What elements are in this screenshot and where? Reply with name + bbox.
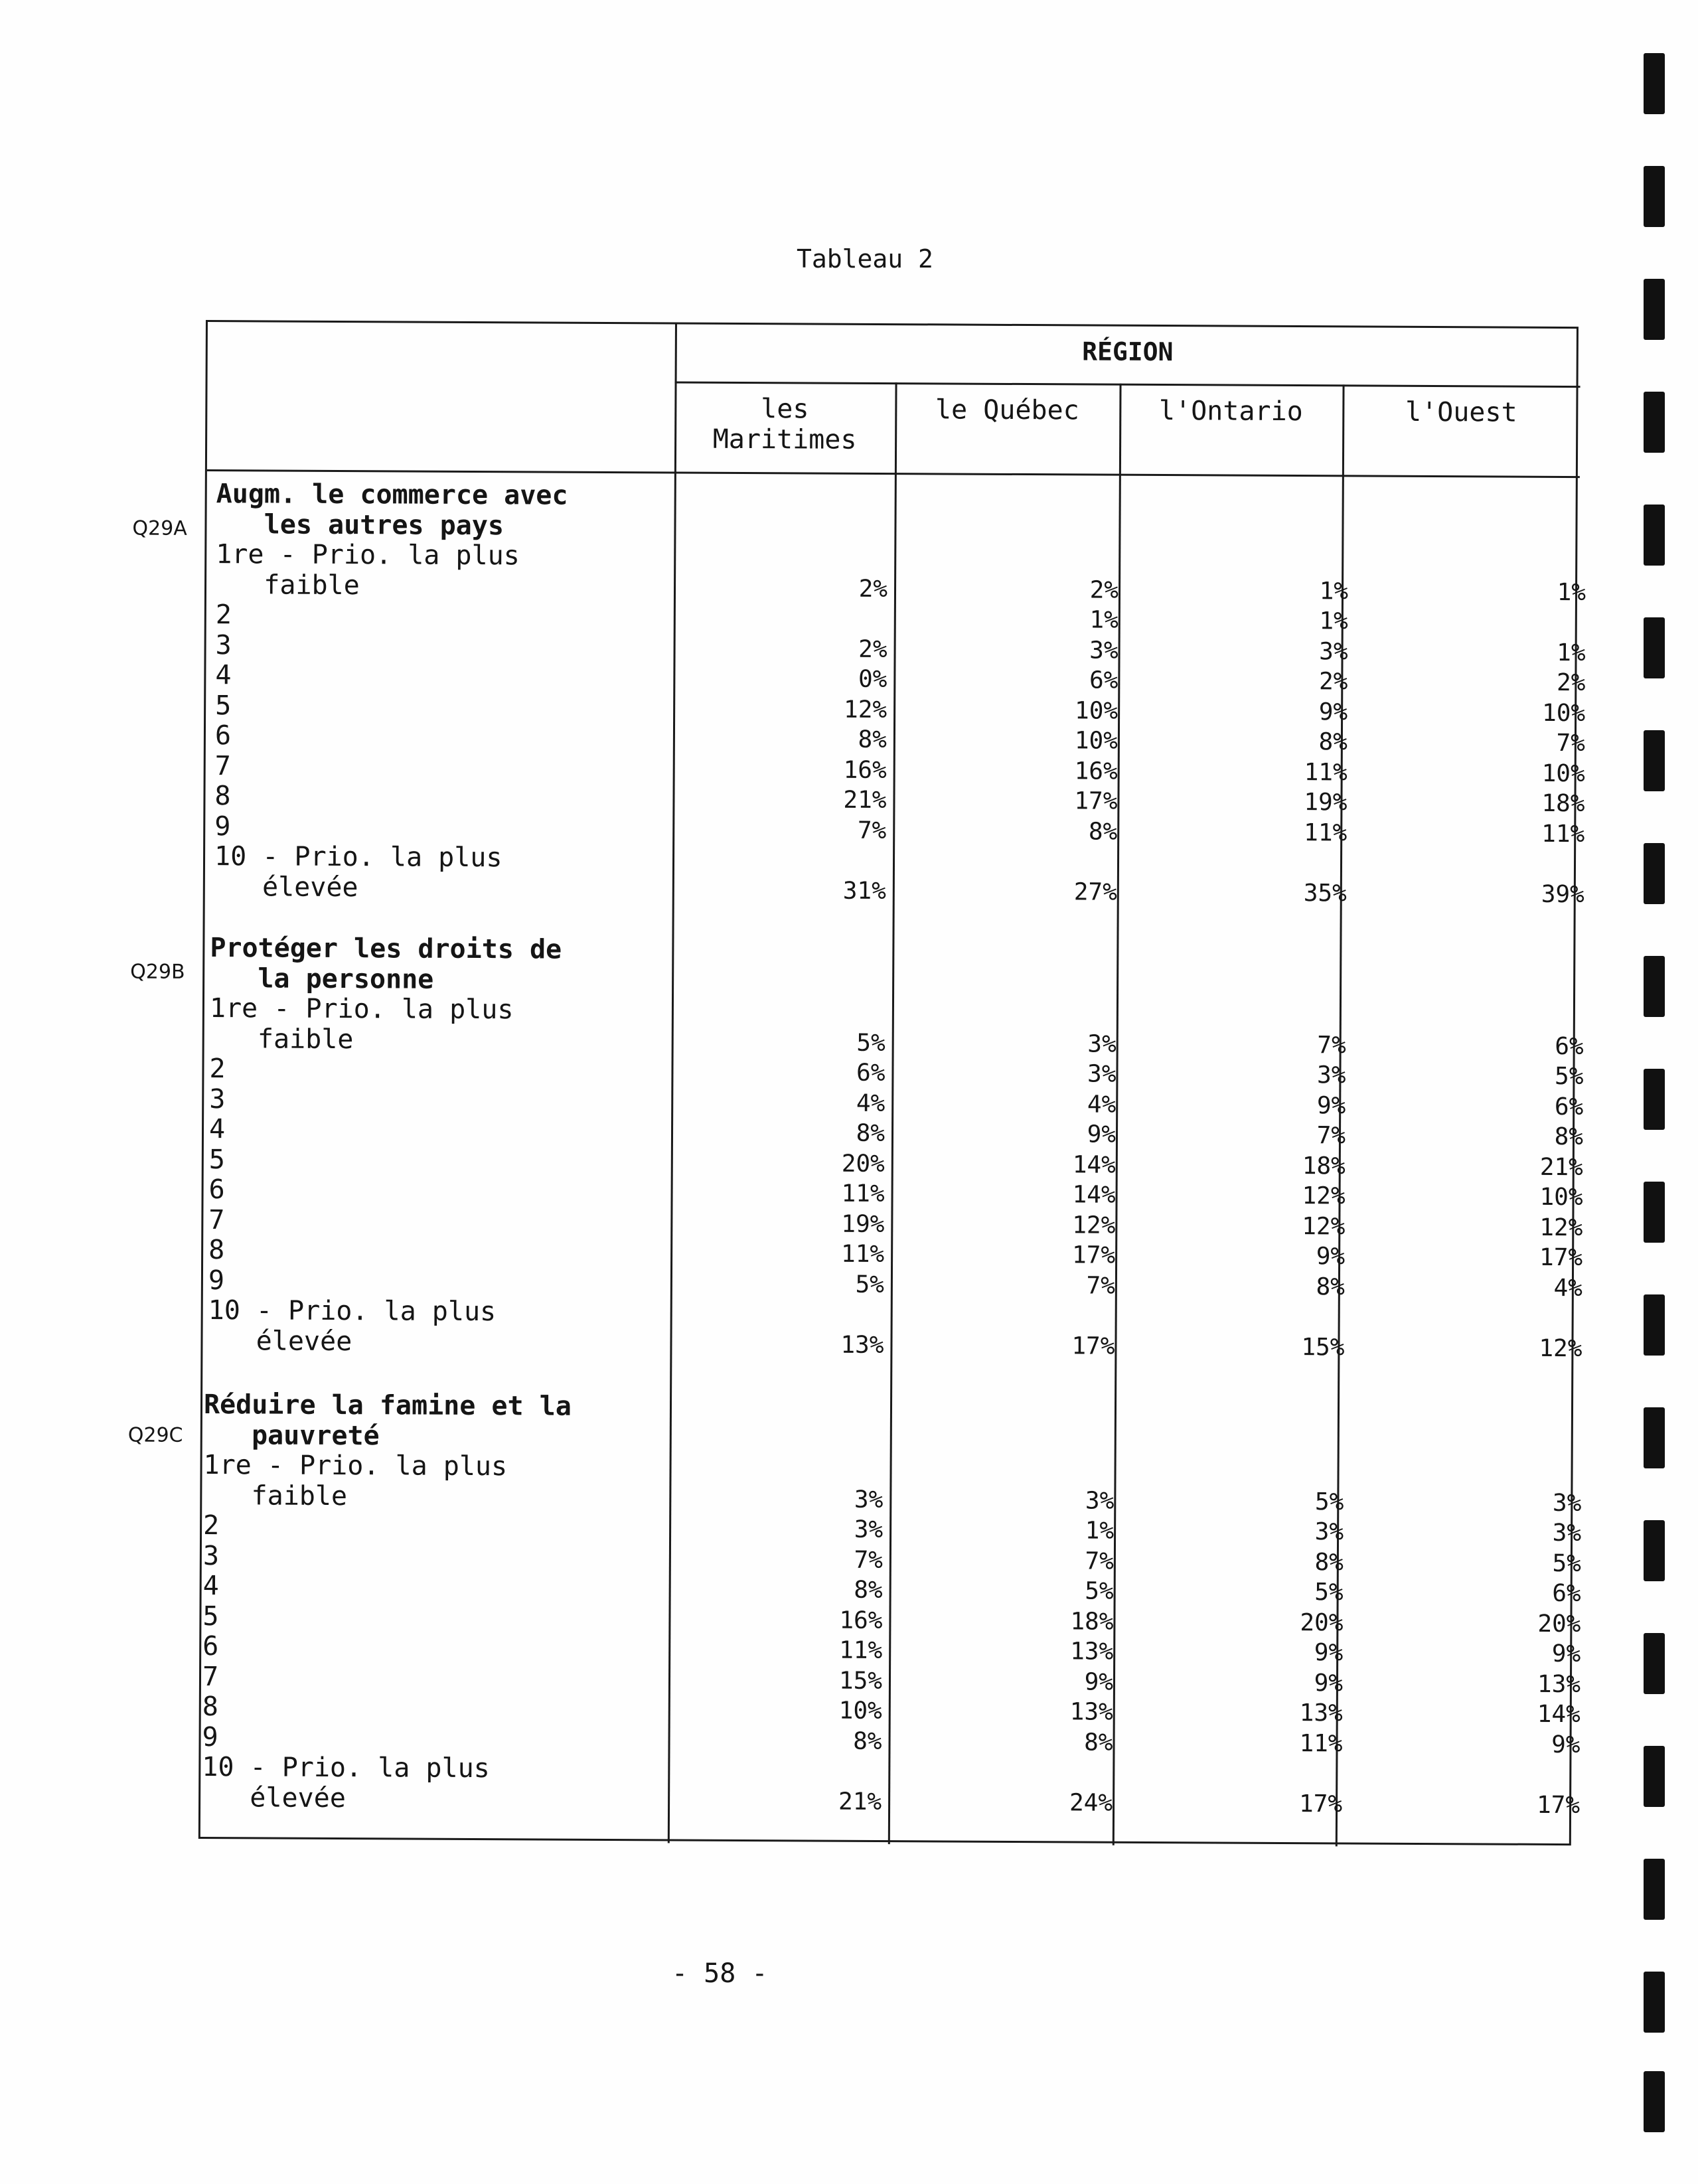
table-cell: 12% — [1072, 1211, 1116, 1239]
row-label: 2 — [203, 1510, 220, 1541]
table-cell: 5% — [1554, 1062, 1584, 1091]
table-cell: 16% — [839, 1606, 883, 1634]
row-label: 6 — [214, 720, 232, 751]
table-cell: 17% — [1539, 1243, 1583, 1272]
table-cell: 9% — [1316, 1091, 1346, 1119]
page-number: - 58 - — [672, 1958, 768, 1989]
table-cell: 11% — [841, 1240, 885, 1269]
table-cell: 3% — [854, 1516, 884, 1544]
table-cell: 3% — [1089, 637, 1119, 664]
table-cell: 6% — [1089, 666, 1119, 694]
section-title: Augm. le commerce avec les autres pays — [216, 479, 568, 542]
table-cell: 6% — [1552, 1579, 1581, 1608]
table-cell: 18% — [1302, 1152, 1346, 1180]
binder-hole-mark — [1644, 1294, 1665, 1356]
table-cell: 1% — [1089, 606, 1119, 634]
table-cell: 1% — [1557, 639, 1586, 666]
table-cell: 11% — [1304, 819, 1348, 846]
table-cell: 12% — [1539, 1334, 1582, 1362]
table-title: Tableau 2 — [797, 244, 933, 273]
table-cell: 8% — [853, 1727, 882, 1755]
table-cell: 11% — [1299, 1729, 1343, 1757]
row-label: 4 — [202, 1571, 219, 1602]
table-cell: 17% — [1071, 1332, 1115, 1360]
binder-hole-mark — [1644, 1972, 1665, 2033]
row-label: 7 — [208, 1204, 225, 1235]
column-header-maritimes: les Maritimes — [712, 394, 857, 455]
column-header-quebec: le Québec — [935, 394, 1079, 426]
row-label: 4 — [215, 660, 232, 691]
table-cell: 4% — [856, 1089, 886, 1117]
table-cell: 7% — [1556, 729, 1586, 757]
row-label: 5 — [202, 1600, 219, 1632]
table-cell: 13% — [1537, 1670, 1581, 1698]
table-cell: 1% — [1319, 607, 1348, 635]
row-label: 2 — [209, 1053, 226, 1085]
table-cell: 13% — [1070, 1638, 1114, 1666]
binder-hole-mark — [1644, 1859, 1665, 1920]
table-cell: 17% — [1074, 787, 1118, 815]
table-cell: 3% — [854, 1486, 884, 1514]
row-label: 1re - Prio. la plus faible — [215, 539, 520, 601]
table-cell: 13% — [1069, 1698, 1113, 1726]
row-label: 7 — [202, 1661, 219, 1692]
table-cell: 9% — [1551, 1640, 1581, 1668]
table-cell: 16% — [843, 756, 887, 784]
table-cell: 5% — [855, 1271, 885, 1298]
question-code: Q29A — [132, 516, 187, 540]
binder-hole-mark — [1644, 2071, 1665, 2132]
column-header-ontario: l'Ontario — [1158, 396, 1303, 428]
table-cell: 11% — [841, 1180, 885, 1208]
row-label: 3 — [215, 629, 232, 661]
row-label: 9 — [208, 1265, 225, 1296]
table-cell: 3% — [1319, 637, 1348, 665]
binder-hole-mark — [1644, 53, 1665, 114]
table-cell: 14% — [1072, 1150, 1116, 1179]
table-cell: 18% — [1541, 789, 1585, 818]
table-cell: 15% — [838, 1667, 883, 1695]
table-cell: 3% — [1087, 1060, 1117, 1088]
row-label: 9 — [214, 811, 231, 842]
table-cell: 3% — [1085, 1486, 1115, 1515]
binder-hole-mark — [1644, 392, 1665, 453]
row-label: 10 - Prio. la plus élevée — [214, 841, 502, 903]
table-cell: 1% — [1085, 1517, 1115, 1545]
row-label: 6 — [202, 1631, 219, 1662]
table-cell: 17% — [1298, 1790, 1343, 1818]
table-cell: 8% — [858, 726, 888, 754]
row-label: 6 — [208, 1174, 225, 1206]
table-cell: 6% — [1554, 1093, 1584, 1121]
table-cell: 9% — [1318, 698, 1348, 726]
row-label: 1re - Prio. la plus faible — [209, 993, 514, 1055]
table-cell: 8% — [1084, 1728, 1113, 1756]
table-cell: 13% — [1299, 1699, 1343, 1727]
table-cell: 3% — [1552, 1519, 1582, 1547]
table-cell: 39% — [1541, 880, 1584, 908]
table-cell: 20% — [1300, 1608, 1344, 1636]
table-cell: 10% — [838, 1697, 882, 1725]
table-cell: 2% — [1556, 668, 1586, 697]
table-cell: 31% — [842, 877, 886, 905]
table-cell: 10% — [1539, 1183, 1583, 1211]
table-cell: 9% — [1087, 1121, 1117, 1148]
row-label: 4 — [208, 1114, 226, 1145]
table-cell: 0% — [858, 665, 888, 694]
binder-hole-mark — [1644, 1520, 1665, 1581]
table-cell: 5% — [856, 1029, 886, 1057]
binder-hole-mark — [1644, 1182, 1665, 1243]
table-cell: 19% — [841, 1210, 885, 1238]
table-cell: 19% — [1304, 789, 1348, 817]
table-cell: 12% — [1302, 1182, 1346, 1210]
table-cell: 10% — [1074, 727, 1119, 755]
column-header-ouest: l'Ouest — [1405, 396, 1517, 428]
row-label: 1re - Prio. la plus faible — [203, 1450, 508, 1512]
table-cell: 4% — [1553, 1274, 1582, 1302]
column-divider — [668, 324, 677, 1843]
binder-hole-mark — [1644, 279, 1665, 340]
table-cell: 14% — [1537, 1700, 1581, 1729]
table-cell: 21% — [1539, 1153, 1583, 1181]
table-cell: 17% — [1071, 1241, 1116, 1269]
table-cell: 3% — [1314, 1518, 1344, 1546]
binder-hole-mark — [1644, 843, 1665, 904]
table-cell: 6% — [856, 1059, 886, 1087]
table-cell: 2% — [1318, 668, 1348, 696]
table-cell: 21% — [843, 786, 887, 815]
table-cell: 8% — [856, 1119, 886, 1148]
table-cell: 18% — [1070, 1607, 1114, 1636]
table-cell: 21% — [838, 1788, 882, 1816]
table-cell: 7% — [854, 1546, 883, 1574]
table-cell: 12% — [1539, 1213, 1583, 1241]
table-cell: 8% — [1554, 1123, 1584, 1151]
table-cell: 1% — [1319, 577, 1349, 605]
table-cell: 12% — [844, 696, 888, 724]
row-label: 8 — [208, 1235, 225, 1266]
table-cell: 9% — [1314, 1669, 1344, 1697]
table-cell: 10% — [1542, 699, 1586, 727]
table-cell: 3% — [1552, 1489, 1582, 1517]
table-cell: 7% — [1085, 1547, 1114, 1575]
table-cell: 9% — [1316, 1243, 1346, 1271]
column-divider — [888, 382, 897, 1844]
table-cell: 7% — [1316, 1122, 1346, 1150]
table-cell: 24% — [1069, 1788, 1113, 1817]
binder-hole-mark — [1644, 505, 1665, 566]
question-code: Q29B — [130, 960, 185, 984]
table-cell: 14% — [1072, 1181, 1116, 1209]
table-cell: 16% — [1074, 757, 1118, 785]
row-label: 7 — [214, 750, 231, 781]
table-cell: 2% — [1089, 576, 1119, 604]
table-cell: 3% — [1317, 1061, 1346, 1089]
table-cell: 3% — [1087, 1030, 1117, 1058]
table-cell: 35% — [1303, 879, 1347, 907]
table-cell: 9% — [1314, 1639, 1344, 1667]
table-cell: 11% — [839, 1636, 883, 1665]
row-label: 3 — [209, 1083, 226, 1115]
table-cell: 11% — [1304, 758, 1348, 786]
table-cell: 7% — [857, 817, 887, 844]
header-bottom-line — [207, 469, 1580, 478]
table-cell: 17% — [1536, 1791, 1581, 1819]
row-label: 8 — [214, 781, 231, 812]
binder-hole-mark — [1644, 166, 1665, 227]
table-cell: 5% — [1314, 1488, 1344, 1516]
table-cell: 5% — [1314, 1579, 1344, 1606]
section-title: Réduire la famine et la pauvreté — [203, 1389, 572, 1452]
section-title: Protéger les droits de la personne — [210, 933, 562, 995]
row-label: 5 — [208, 1144, 226, 1175]
table-cell: 5% — [1552, 1549, 1581, 1577]
row-label: 9 — [202, 1721, 218, 1753]
table-cell: 8% — [1316, 1273, 1346, 1300]
data-table — [127, 320, 1586, 1845]
table-cell: 8% — [1318, 728, 1348, 756]
table-cell: 20% — [1537, 1610, 1581, 1638]
table-cell: 8% — [854, 1576, 883, 1604]
table-cell: 12% — [1302, 1212, 1346, 1240]
binder-hole-mark — [1644, 730, 1665, 791]
row-label: 3 — [202, 1540, 220, 1571]
row-label: 2 — [215, 599, 232, 631]
binder-hole-mark — [1644, 1746, 1665, 1807]
binder-hole-mark — [1644, 956, 1665, 1017]
table-cell: 15% — [1301, 1333, 1345, 1361]
question-code: Q29C — [127, 1423, 183, 1447]
region-divider — [675, 381, 1581, 388]
table-cell: 20% — [841, 1150, 885, 1178]
region-header: RÉGION — [1082, 337, 1174, 367]
table-cell: 13% — [840, 1331, 884, 1359]
table-cell: 5% — [1085, 1577, 1114, 1605]
table-cell: 1% — [1557, 578, 1586, 606]
table-cell: 2% — [858, 635, 888, 663]
row-label: 8 — [202, 1691, 218, 1723]
table-cell: 27% — [1073, 878, 1117, 906]
table-cell: 2% — [858, 575, 888, 603]
table-cell: 6% — [1555, 1032, 1584, 1060]
binder-hole-mark — [1644, 1633, 1665, 1694]
row-label: 10 - Prio. la plus élevée — [208, 1295, 497, 1358]
table-cell — [1480, 608, 1586, 609]
table-cell: 8% — [1314, 1548, 1344, 1576]
table-cell: 9% — [1551, 1731, 1581, 1758]
table-cell: 10% — [1541, 759, 1585, 787]
row-label: 10 - Prio. la plus élevée — [202, 1751, 490, 1814]
binder-hole-mark — [1644, 1407, 1665, 1468]
row-label: 5 — [215, 690, 232, 721]
table-cell: 4% — [1087, 1091, 1117, 1119]
table-cell: 10% — [1075, 696, 1119, 725]
table-cell: 11% — [1541, 820, 1585, 848]
table-cell: 7% — [1317, 1031, 1346, 1059]
binder-hole-mark — [1644, 617, 1665, 678]
table-cell: 9% — [1084, 1668, 1114, 1696]
binder-hole-mark — [1644, 1069, 1665, 1130]
table-cell: 7% — [1086, 1272, 1116, 1300]
table-cell: 8% — [1088, 818, 1118, 846]
